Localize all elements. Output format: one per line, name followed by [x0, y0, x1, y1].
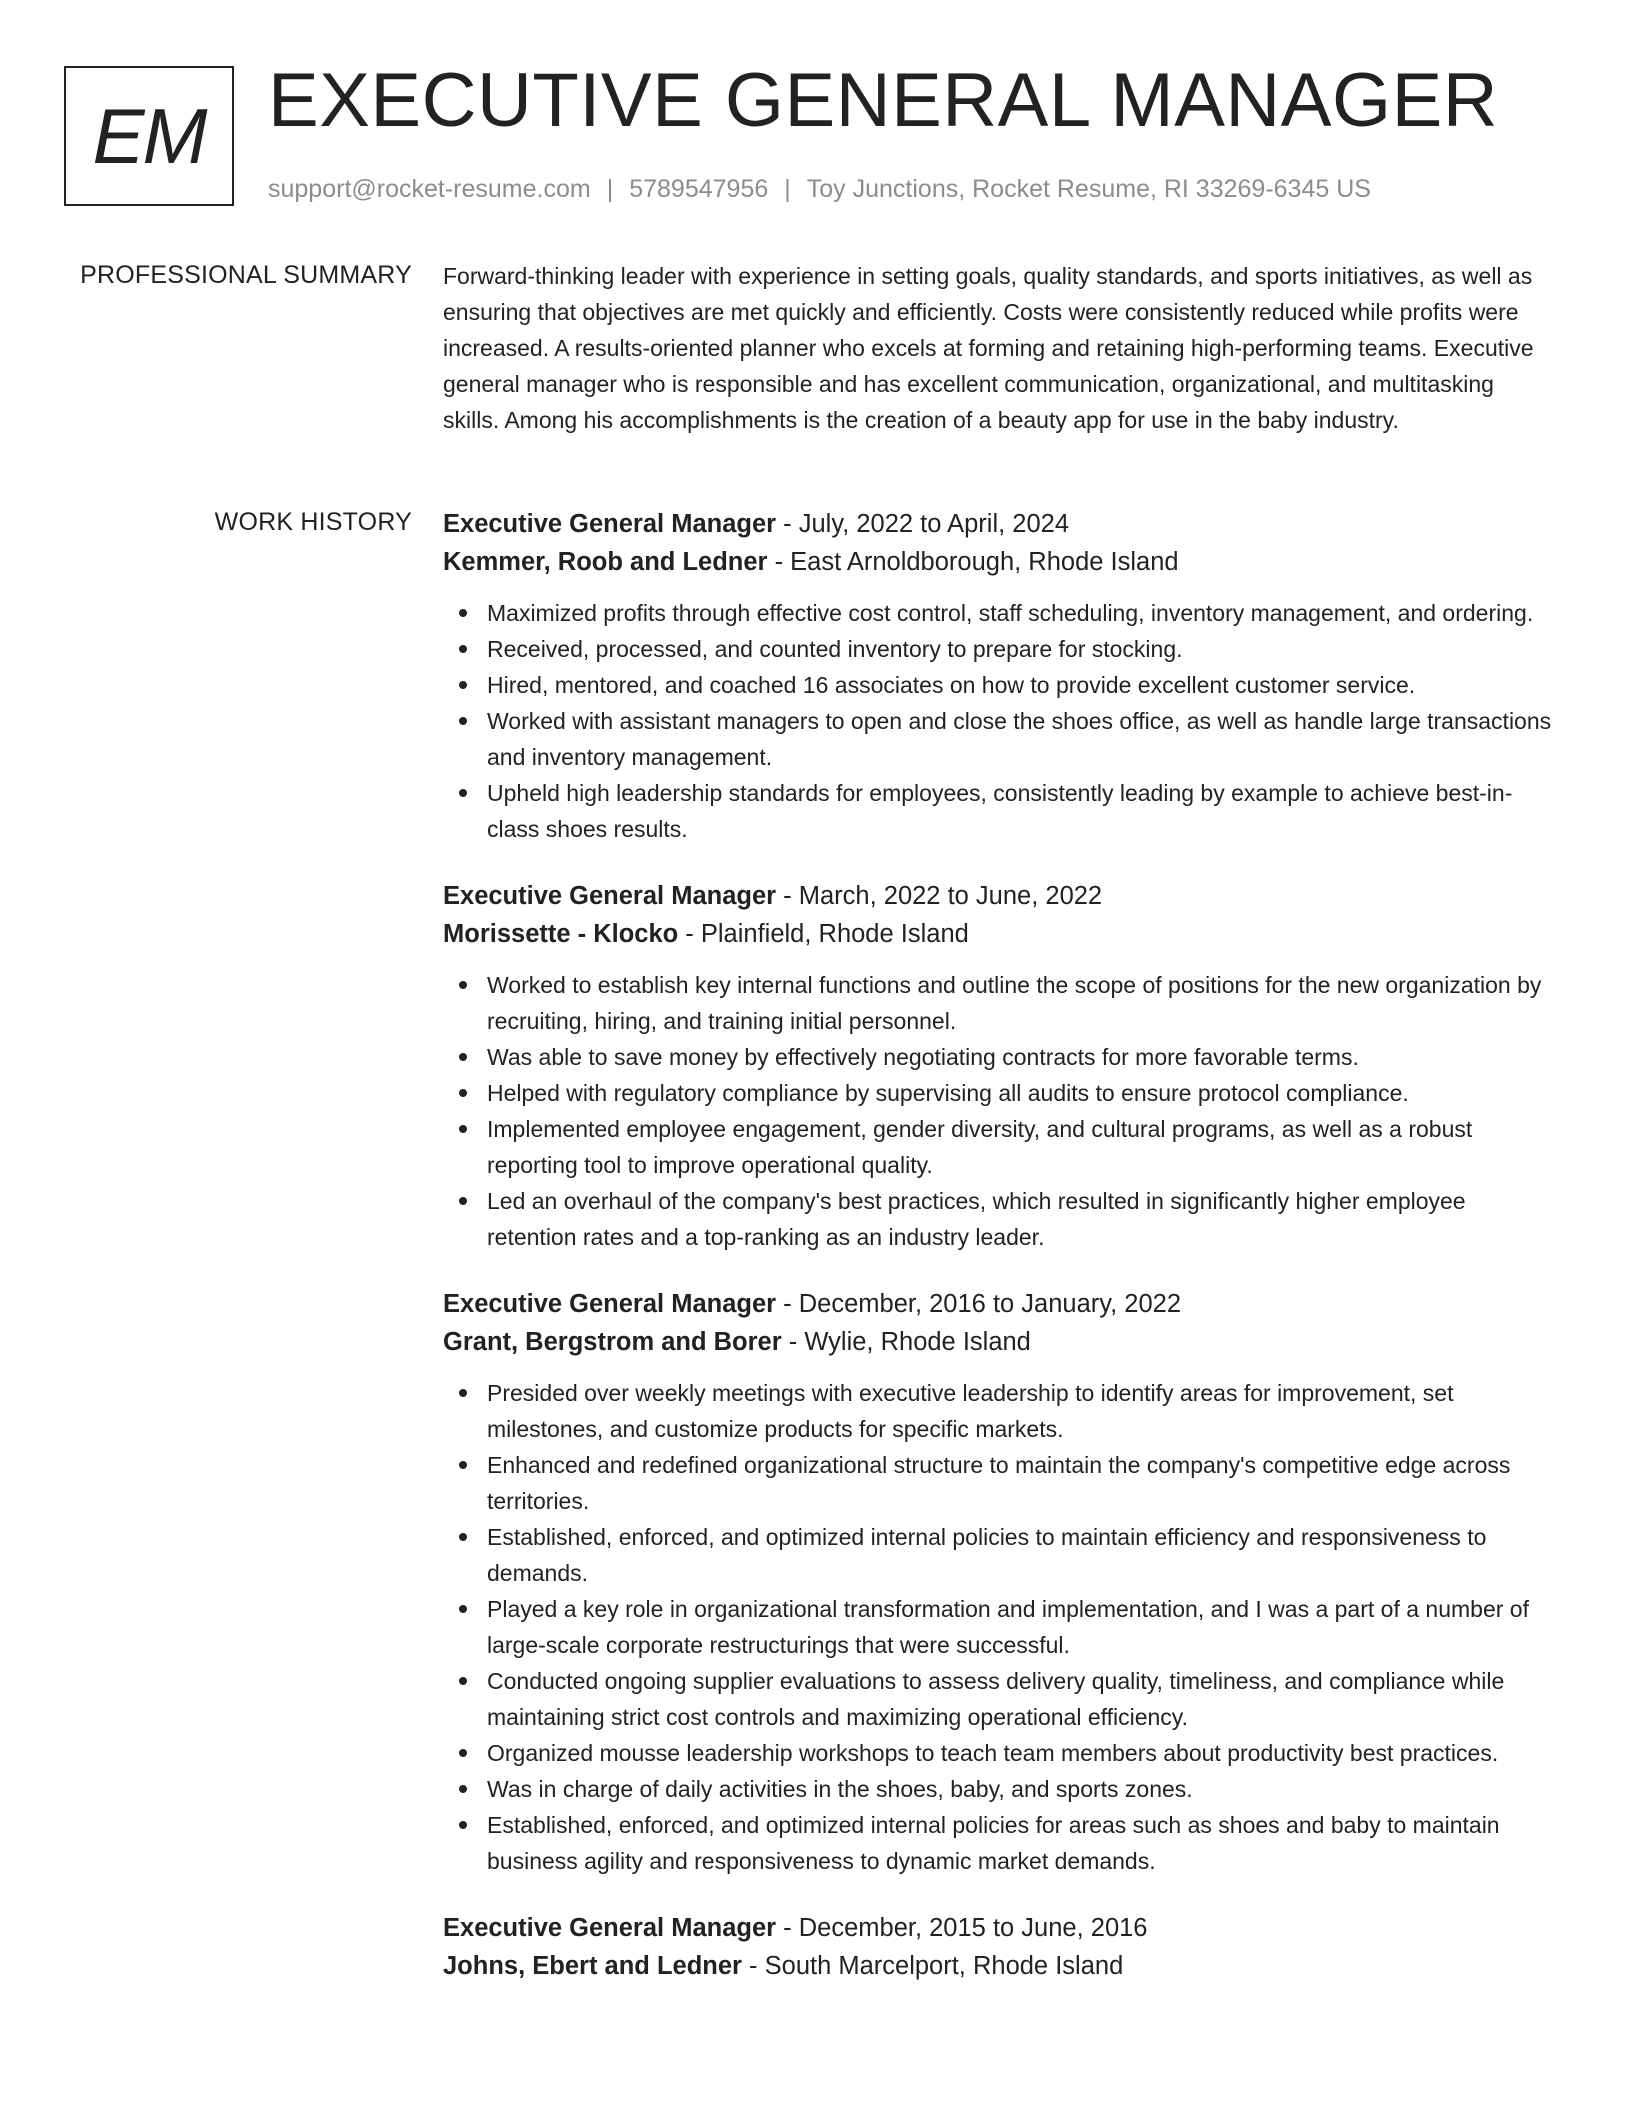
- job-bullet-item: [487, 1807, 1553, 1879]
- bullet-dot-icon: [459, 681, 467, 689]
- bullet-dot-icon: [459, 1749, 467, 1757]
- bullet-dot-icon: [459, 1389, 467, 1397]
- job-bullet-item: [487, 1447, 1553, 1519]
- work-history-heading: WORK HISTORY: [214, 508, 412, 536]
- bullet-dot-icon: [459, 1821, 467, 1829]
- job-title-line: [443, 877, 1553, 915]
- job-company-line: [443, 1947, 1553, 1985]
- job-bullet-text: Established, enforced, and optimized internal policies to maintain efficiency and responsiveness to demands.: [487, 1524, 1487, 1586]
- job-bullet-text: Implemented employee engagement, gender diversity, and cultural programs, as well as a robust reporting tool to improve operational quality.: [487, 1116, 1473, 1178]
- job-bullet-text: Presided over weekly meetings with executive leadership to identify areas for improvement, set milestones, and customize products for specific markets.: [487, 1380, 1454, 1442]
- bullet-dot-icon: [459, 1197, 467, 1205]
- job-dates: - March, 2022 to June, 2022: [776, 882, 1103, 910]
- job-list: [443, 505, 1553, 2015]
- job-entry: [443, 1909, 1553, 1985]
- job-entry: [443, 1285, 1553, 1879]
- job-bullet-item: [487, 1375, 1553, 1447]
- job-entry: [443, 505, 1553, 847]
- job-bullet-item: [487, 1039, 1553, 1075]
- job-title: Executive General Manager: [443, 510, 777, 538]
- job-company: Johns, Ebert and Ledner: [443, 1952, 742, 1980]
- job-bullet-item: [487, 1591, 1553, 1663]
- monogram-logo: EM: [64, 66, 234, 206]
- job-bullet-item: [487, 667, 1553, 703]
- job-bullet-text: Was able to save money by effectively negotiating contracts for more favorable terms.: [487, 1044, 1359, 1070]
- bullet-dot-icon: [459, 1533, 467, 1541]
- job-bullet-item: [487, 1663, 1553, 1735]
- resume-title: EXECUTIVE GENERAL MANAGER: [268, 58, 1499, 143]
- summary-body: [443, 258, 1553, 438]
- job-title-line: [443, 1285, 1553, 1323]
- contact-separator: |: [784, 175, 791, 203]
- job-bullet-text: Conducted ongoing supplier evaluations to assess delivery quality, timeliness, and compliance while maintaining strict cost controls and maximizing operational efficiency.: [487, 1668, 1505, 1730]
- job-bullet-item: [487, 967, 1553, 1039]
- job-bullet-item: [487, 595, 1553, 631]
- contact-email: support@rocket-resume.com: [268, 175, 591, 203]
- job-bullet-item: [487, 1111, 1553, 1183]
- job-bullet-text: Hired, mentored, and coached 16 associates on how to provide excellent customer service.: [487, 672, 1416, 698]
- job-bullet-text: Led an overhaul of the company's best practices, which resulted in significantly higher employee retention rates and a top-ranking as an industry leader.: [487, 1188, 1466, 1250]
- job-bullet-text: Worked to establish key internal functions and outline the scope of positions for the new organization by recruiting, hiring, and training initial personnel.: [487, 972, 1542, 1034]
- job-bullet-text: Established, enforced, and optimized internal policies for areas such as shoes and baby to maintain business agility and responsiveness to dynamic market demands.: [487, 1812, 1500, 1874]
- bullet-dot-icon: [459, 789, 467, 797]
- job-company-line: [443, 1323, 1553, 1361]
- summary-text: Forward-thinking leader with experience in setting goals, quality standards, and sports initiatives, as well as ensuring that objectives are met quickly and efficiently. Costs were consistently reduced while profits were increased. A results-oriented planner who excels at forming and retaining high-performing teams. Executive general manager who is responsible and has excellent communication, organizational, and multitasking skills. Among his accomplishments is the creation of a beauty app for use in the baby industry.: [443, 263, 1534, 433]
- job-bullet-text: Received, processed, and counted inventory to prepare for stocking.: [487, 636, 1183, 662]
- contact-line: [268, 174, 1371, 204]
- job-bullet-item: [487, 1075, 1553, 1111]
- job-bullet-item: [487, 1771, 1553, 1807]
- bullet-dot-icon: [459, 1677, 467, 1685]
- bullet-dot-icon: [459, 1089, 467, 1097]
- job-location: - Wylie, Rhode Island: [781, 1328, 1031, 1356]
- job-bullet-text: Upheld high leadership standards for employees, consistently leading by example to achieve best-in-class shoes results.: [487, 780, 1513, 842]
- job-bullet-item: [487, 703, 1553, 775]
- bullet-dot-icon: [459, 609, 467, 617]
- bullet-dot-icon: [459, 1785, 467, 1793]
- job-dates: - July, 2022 to April, 2024: [776, 510, 1070, 538]
- job-bullet-text: Played a key role in organizational transformation and implementation, and I was a part of a number of large-scale corporate restructurings that were successful.: [487, 1596, 1529, 1658]
- job-bullet-text: Organized mousse leadership workshops to teach team members about productivity best practices.: [487, 1740, 1499, 1766]
- job-location: - East Arnoldborough, Rhode Island: [767, 548, 1179, 576]
- job-bullet-list: [443, 595, 1553, 847]
- job-title: Executive General Manager: [443, 1290, 777, 1318]
- job-bullet-text: Helped with regulatory compliance by supervising all audits to ensure protocol compliance.: [487, 1080, 1409, 1106]
- job-bullet-item: [487, 1519, 1553, 1591]
- job-bullet-item: [487, 631, 1553, 667]
- job-dates: - December, 2016 to January, 2022: [776, 1290, 1182, 1318]
- job-company-line: [443, 915, 1553, 953]
- job-location: - Plainfield, Rhode Island: [678, 920, 969, 948]
- bullet-dot-icon: [459, 645, 467, 653]
- contact-phone: 5789547956: [629, 175, 769, 203]
- job-company: Grant, Bergstrom and Borer: [443, 1328, 782, 1356]
- bullet-dot-icon: [459, 717, 467, 725]
- contact-address: Toy Junctions, Rocket Resume, RI 33269-6345 US: [806, 175, 1371, 203]
- job-bullet-item: [487, 775, 1553, 847]
- job-bullet-item: [487, 1735, 1553, 1771]
- contact-separator: |: [606, 175, 614, 203]
- job-bullet-list: [443, 967, 1553, 1255]
- job-location: - South Marcelport, Rhode Island: [741, 1952, 1124, 1980]
- bullet-dot-icon: [459, 1125, 467, 1133]
- job-title-line: [443, 1909, 1553, 1947]
- job-entry: [443, 877, 1553, 1255]
- job-title: Executive General Manager: [443, 882, 777, 910]
- job-bullet-text: Worked with assistant managers to open and close the shoes office, as well as handle large transactions and inventory management.: [487, 708, 1552, 770]
- job-dates: - December, 2015 to June, 2016: [776, 1914, 1148, 1942]
- job-company-line: [443, 543, 1553, 581]
- job-bullet-item: [487, 1183, 1553, 1255]
- job-company: Morissette - Klocko: [443, 920, 679, 948]
- job-bullet-text: Maximized profits through effective cost control, staff scheduling, inventory management, and ordering.: [487, 600, 1534, 626]
- job-company: Kemmer, Roob and Ledner: [443, 548, 768, 576]
- summary-heading: PROFESSIONAL SUMMARY: [80, 261, 412, 289]
- job-bullet-text: Was in charge of daily activities in the shoes, baby, and sports zones.: [487, 1776, 1193, 1802]
- bullet-dot-icon: [459, 1053, 467, 1061]
- job-bullet-list: [443, 1375, 1553, 1879]
- bullet-dot-icon: [459, 1605, 467, 1613]
- bullet-dot-icon: [459, 1461, 467, 1469]
- bullet-dot-icon: [459, 981, 467, 989]
- job-title-line: [443, 505, 1553, 543]
- job-bullet-text: Enhanced and redefined organizational structure to maintain the company's competitive edge across territories.: [487, 1452, 1511, 1514]
- job-title: Executive General Manager: [443, 1914, 777, 1942]
